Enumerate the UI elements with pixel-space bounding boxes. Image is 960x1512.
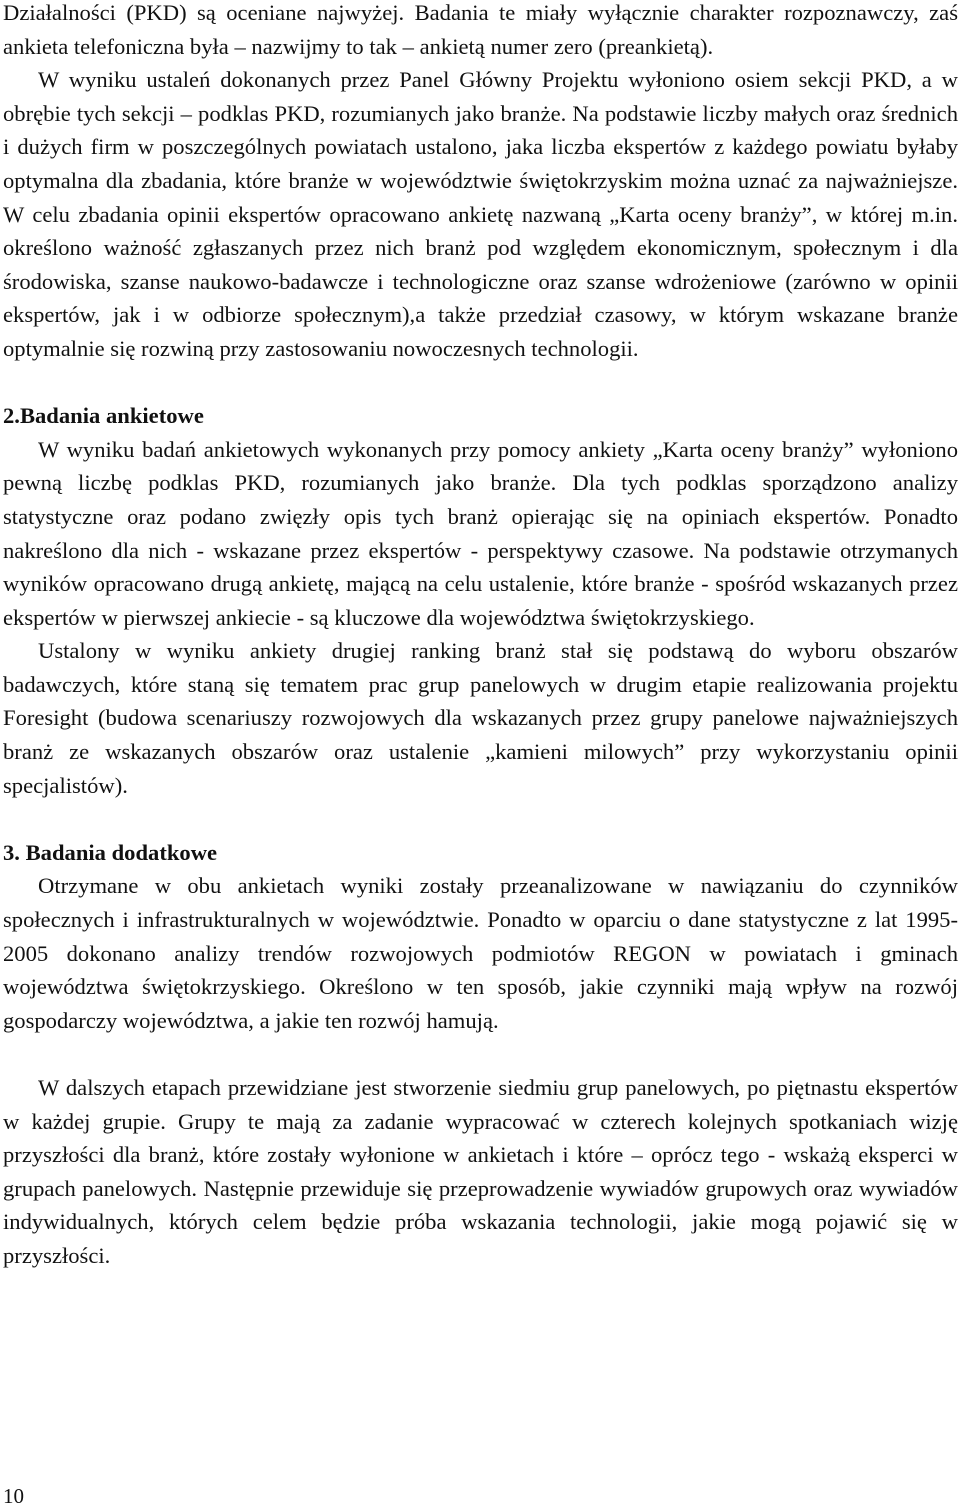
section-3-paragraph-1: Otrzymane w obu ankietach wyniki zostały przeanalizowane w nawiązaniu do czynników społecznych i infrastrukturalnych w województwie. Ponadto w oparciu o dane statystyczne z lat 1995-2005 dokonano analizy trendów rozwojowych podmiotów REGON w powiatach i gminach województwa świętokrzyskiego. Określono w ten sposób, jakie czynniki mają wpływ na rozwój gospodarczy województwa, a jakie ten rozwój hamują. <box>3 873 958 1033</box>
paragraph-intro: Działalności (PKD) są oceniane najwyżej. Badania te miały wyłącznie charakter rozpoznawczy, zaś ankieta telefoniczna była – nazwijmy to tak – ankietą numer zero (preankietą). <box>3 0 958 59</box>
section-3-heading: 3. Badania dodatkowe <box>3 839 218 865</box>
page-number: 10 <box>3 1484 24 1508</box>
section-3-paragraph-2: W dalszych etapach przewidziane jest stworzenie siedmiu grup panelowych, po piętnastu ekspertów w każdej grupie. Grupy te mają za zadanie wypracować w czterech kolejnych spotkaniach wizję przyszłości dla branż, które zostały wyłonione w ankietach i które – oprócz tego - wskażą eksperci w grupach panelowych. Następnie przewiduje się przeprowadzenie wywiadów grupowych oraz wywiadów indywidualnych, których celem będzie próba wskazania technologii, jakie mogą pojawić się w przyszłości. <box>3 1075 958 1268</box>
spacer <box>3 1037 958 1071</box>
document-body <box>3 0 958 1273</box>
spacer <box>3 366 958 400</box>
spacer <box>3 802 958 836</box>
section-2-heading: 2.Badania ankietowe <box>3 403 204 429</box>
section-2-paragraph-1: W wyniku badań ankietowych wykonanych przy pomocy ankiety „Karta oceny branży” wyłoniono pewną liczbę podklas PKD, rozumianych jako branże. Dla tych podklas sporządzono analizy statystyczne oraz podano zwięzły opis tych branż opierając się na opiniach ekspertów. Ponadto nakreślono dla nich - wskazane przez ekspertów - perspektywy czasowe. Na podstawie otrzymanych wyników opracowano drugą ankietę, mającą na celu ustalenie, które branże - spośród wskazanych przez ekspertów w pierwszej ankiecie - są kluczowe dla województwa świętokrzyskiego. <box>3 436 958 630</box>
section-2-paragraph-2: Ustalony w wyniku ankiety drugiej ranking branż stał się podstawą do wyboru obszarów badawczych, które staną się tematem prac grup panelowych w drugim etapie realizowania projektu Foresight (budowa scenariuszy rozwojowych dla wskazanych przez grupy panelowe najważniejszych branż ze wskazanych obszarów oraz ustalenie „kamieni milowych” przy wykorzystaniu opinii specjalistów). <box>3 638 958 798</box>
paragraph-panel-results: W wyniku ustaleń dokonanych przez Panel Główny Projektu wyłoniono osiem sekcji PKD, a w obrębie tych sekcji – podklas PKD, rozumianych jako branże. Na podstawie liczby małych oraz średnich i dużych firm w poszczególnych powiatach ustalono, jaka liczba ekspertów z każdego powiatu byłaby optymalna dla zbadania, które branże w województwie świętokrzyskim można uznać za najważniejsze. W celu zbadania opinii ekspertów opracowano ankietę nazwaną „Karta oceny branży”, w której m.in. określono ważność zgłaszanych przez nich branż pod względem ekonomicznym, społecznym i dla środowiska, szanse naukowo-badawcze i technologiczne oraz szanse wdrożeniowe (zarówno w opinii ekspertów, jak i w odbiorze społecznym),a także przedział czasowy, w którym wskazane branże optymalnie się rozwiną przy zastosowaniu nowoczesnych technologii. <box>3 67 958 361</box>
